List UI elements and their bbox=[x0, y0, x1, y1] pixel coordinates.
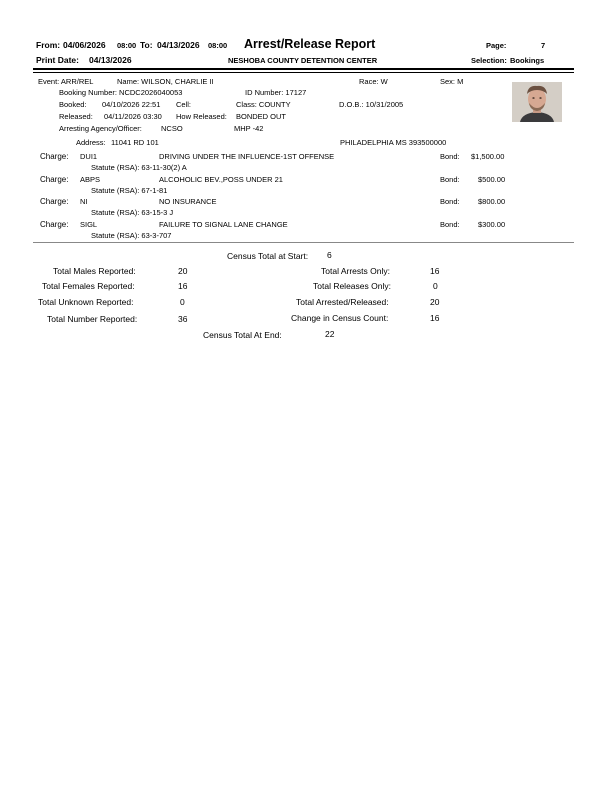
booking-number: Booking Number: NCDC2026040053 bbox=[59, 88, 183, 97]
bond-amount: $300.00 bbox=[478, 220, 506, 229]
bond-label: Bond: bbox=[440, 220, 460, 229]
releases-only-label: Total Releases Only: bbox=[313, 281, 391, 291]
arresting-agency: NCSO bbox=[161, 124, 183, 133]
inmate-name: Name: WILSON, CHARLIE II bbox=[117, 77, 214, 86]
bond-label: Bond: bbox=[440, 175, 460, 184]
charge-statute: Statute (RSA): 63-15-3 J bbox=[91, 208, 174, 217]
census-start-value: 6 bbox=[327, 250, 332, 260]
charge-label: Charge: bbox=[40, 197, 69, 206]
census-end-label: Census Total At End: bbox=[203, 330, 282, 340]
print-date: 04/13/2026 bbox=[89, 55, 132, 65]
from-date: 04/06/2026 bbox=[63, 40, 106, 50]
releases-only-value: 0 bbox=[433, 281, 438, 291]
facility-name: NESHOBA COUNTY DETENTION CENTER bbox=[228, 56, 378, 65]
females-label: Total Females Reported: bbox=[42, 281, 135, 291]
page-number: 7 bbox=[541, 41, 546, 50]
charge-statute: Statute (RSA): 63-11-30(2) A bbox=[91, 163, 187, 172]
selection-label: Selection: bbox=[471, 56, 507, 65]
sex: Sex: M bbox=[440, 77, 464, 86]
census-end-value: 22 bbox=[325, 329, 335, 339]
from-time: 08:00 bbox=[117, 41, 137, 50]
arrested-released-label: Total Arrested/Released: bbox=[296, 297, 389, 307]
selection-value: Bookings bbox=[510, 56, 545, 65]
to-time: 08:00 bbox=[208, 41, 228, 50]
page-label: Page: bbox=[486, 41, 507, 50]
race: Race: W bbox=[359, 77, 388, 86]
bond-amount: $1,500.00 bbox=[471, 152, 505, 161]
booking-photo bbox=[512, 82, 562, 122]
charge-label: Charge: bbox=[40, 152, 69, 161]
arresting-label: Arresting Agency/Officer: bbox=[59, 124, 142, 133]
person-photo-icon bbox=[512, 82, 562, 122]
id-number: ID Number: 17127 bbox=[245, 88, 307, 97]
bond-label: Bond: bbox=[440, 152, 460, 161]
address-value: 11041 RD 101 bbox=[111, 138, 159, 147]
charge-description: ALCOHOLIC BEV.,POSS UNDER 21 bbox=[159, 175, 283, 184]
females-value: 16 bbox=[178, 281, 188, 291]
charge-code: SIGL bbox=[80, 220, 98, 229]
print-date-label: Print Date: bbox=[36, 55, 79, 65]
record-divider bbox=[33, 242, 574, 243]
arresting-officer: MHP -42 bbox=[234, 124, 264, 133]
to-label: To: bbox=[140, 40, 153, 50]
booked-datetime: 04/10/2026 22:51 bbox=[102, 100, 161, 109]
bond-amount: $800.00 bbox=[478, 197, 506, 206]
charge-label: Charge: bbox=[40, 220, 69, 229]
charge-statute: Statute (RSA): 67-1-81 bbox=[91, 186, 168, 195]
number-reported-value: 36 bbox=[178, 314, 188, 324]
to-date: 04/13/2026 bbox=[157, 40, 200, 50]
city-state-zip: PHILADELPHIA MS 393500000 bbox=[340, 138, 447, 147]
census-change-label: Change in Census Count: bbox=[291, 313, 389, 323]
males-value: 20 bbox=[178, 266, 188, 276]
charge-description: NO INSURANCE bbox=[159, 197, 217, 206]
released-label: Released: bbox=[59, 112, 93, 121]
charge-description: DRIVING UNDER THE INFLUENCE-1ST OFFENSE bbox=[159, 152, 335, 161]
unknown-value: 0 bbox=[180, 297, 185, 307]
bond-label: Bond: bbox=[440, 197, 460, 206]
released-datetime: 04/11/2026 03:30 bbox=[104, 112, 162, 121]
event-type: Event: ARR/REL bbox=[38, 77, 94, 86]
cell-label: Cell: bbox=[176, 100, 192, 109]
males-label: Total Males Reported: bbox=[53, 266, 136, 276]
booked-label: Booked: bbox=[59, 100, 87, 109]
charge-code: NI bbox=[80, 197, 88, 206]
charge-description: FAILURE TO SIGNAL LANE CHANGE bbox=[159, 220, 288, 229]
census-change-value: 16 bbox=[430, 313, 440, 323]
unknown-label: Total Unknown Reported: bbox=[38, 297, 134, 307]
charge-code: ABPS bbox=[80, 175, 101, 184]
date-of-birth: D.O.B.: 10/31/2005 bbox=[339, 100, 404, 109]
address-label: Address: bbox=[76, 138, 106, 147]
bond-amount: $500.00 bbox=[478, 175, 506, 184]
how-released-value: BONDED OUT bbox=[236, 112, 287, 121]
from-label: From: bbox=[36, 40, 61, 50]
arrested-released-value: 20 bbox=[430, 297, 440, 307]
how-released-label: How Released: bbox=[176, 112, 227, 121]
number-reported-label: Total Number Reported: bbox=[47, 314, 138, 324]
charge-statute: Statute (RSA): 63-3-707 bbox=[91, 231, 172, 240]
charge-code: DUI1 bbox=[80, 152, 98, 161]
arrests-only-value: 16 bbox=[430, 266, 440, 276]
arrests-only-label: Total Arrests Only: bbox=[321, 266, 390, 276]
charge-label: Charge: bbox=[40, 175, 69, 184]
header-rule-thick bbox=[33, 68, 574, 70]
report-title: Arrest/Release Report bbox=[244, 37, 376, 51]
census-start-label: Census Total at Start: bbox=[227, 251, 309, 261]
header-rule-thin bbox=[33, 72, 574, 73]
inmate-class: Class: COUNTY bbox=[236, 100, 291, 109]
